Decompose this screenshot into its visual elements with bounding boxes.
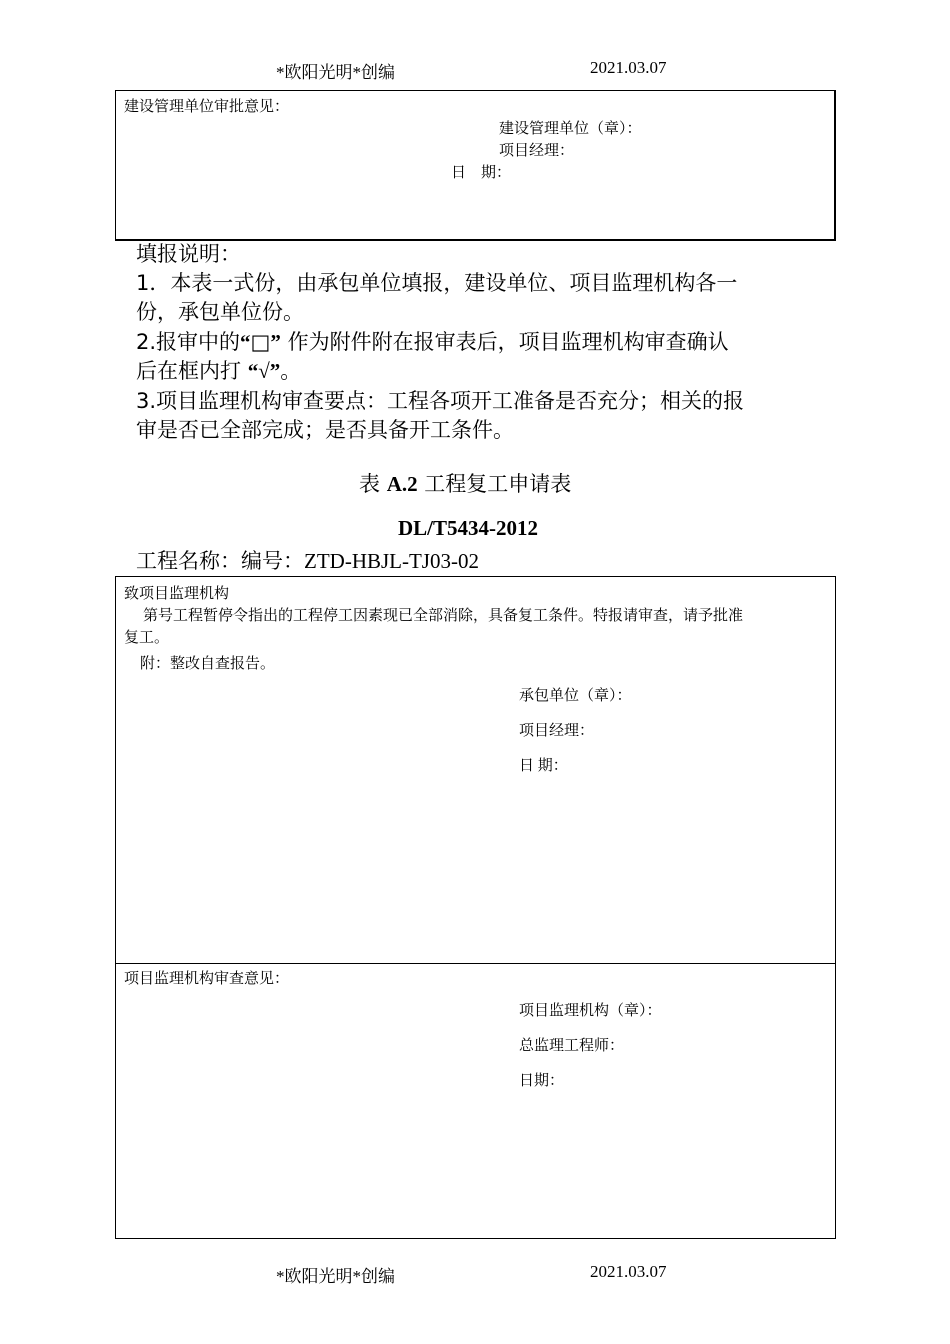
header-author: *欧阳光明*创编: [276, 63, 395, 82]
quote-close: ”: [270, 330, 281, 354]
project-name-label: 工程名称：编号：: [136, 549, 304, 573]
owner-opinion-label: 建设管理单位审批意见：: [124, 99, 290, 115]
review-chief-label: 总监理工程师：: [519, 1038, 625, 1054]
addressee: 致项目监理机构: [124, 586, 230, 602]
notes-item2-line2-prefix: 后在框内打: [136, 359, 241, 383]
notes-heading: 填报说明：: [136, 242, 241, 266]
application-body-line1: 第号工程暂停令指出的工程停工因素现已全部消除，具备复工条件。特报请审查，请予批准: [143, 608, 744, 624]
contractor-manager-label: 项目经理：: [519, 723, 595, 739]
form-title-suffix: 工程复工申请表: [424, 472, 572, 496]
attachment-note: 附：整改自查报告。: [140, 656, 276, 672]
notes-item1-line1: 1．本表一式份，由承包单位填报，建设单位、项目监理机构各一: [136, 271, 738, 295]
quote-open: “: [240, 330, 251, 354]
form-title-code: A.2: [386, 472, 418, 496]
footer-author: *欧阳光明*创编: [276, 1267, 395, 1286]
notes-item2-suffix: 作为附件附在报审表后，项目监理机构审查确认: [287, 330, 729, 354]
owner-unit-label: 建设管理单位（章）：: [499, 121, 642, 137]
owner-date-label: 日 期：: [451, 165, 512, 181]
review-org-label: 项目监理机构（章）：: [519, 1003, 662, 1019]
owner-manager-label: 项目经理：: [499, 143, 575, 159]
footer-date: 2021.03.07: [590, 1262, 667, 1281]
project-number: ZTD-HBJL-TJ03-02: [304, 549, 479, 573]
standard-code: DL/T5434-2012: [398, 516, 539, 540]
notes-item1-line2: 份，承包单位份。: [136, 300, 304, 324]
project-name-line: [136, 545, 479, 575]
section-divider: [115, 963, 836, 964]
form-title-prefix: 表: [359, 472, 380, 496]
form-title: [359, 468, 571, 498]
application-form-box: [115, 576, 836, 1239]
review-opinion-label: 项目监理机构审查意见：: [124, 971, 290, 987]
contractor-date-label: 日 期：: [519, 758, 568, 774]
notes-item3-line1: 3.项目监理机构审查要点：工程各项开工准备是否充分；相关的报: [136, 389, 745, 413]
notes-item2-prefix: 2.报审中的: [136, 330, 241, 354]
check-mark-symbol: “√”: [247, 359, 281, 383]
notes-item2-line1: [136, 328, 729, 357]
notes-item2-line2-suffix: 。: [280, 359, 302, 383]
application-body-line2: 复工。: [124, 630, 170, 646]
review-date-label: 日期：: [519, 1073, 565, 1089]
notes-item2-line2: [136, 357, 301, 386]
checkbox-symbol: □: [250, 330, 271, 354]
header-date: 2021.03.07: [590, 58, 667, 77]
notes-item3-line2: 审是否已全部完成；是否具备开工条件。: [136, 418, 514, 442]
contractor-label: 承包单位（章）：: [519, 688, 632, 704]
